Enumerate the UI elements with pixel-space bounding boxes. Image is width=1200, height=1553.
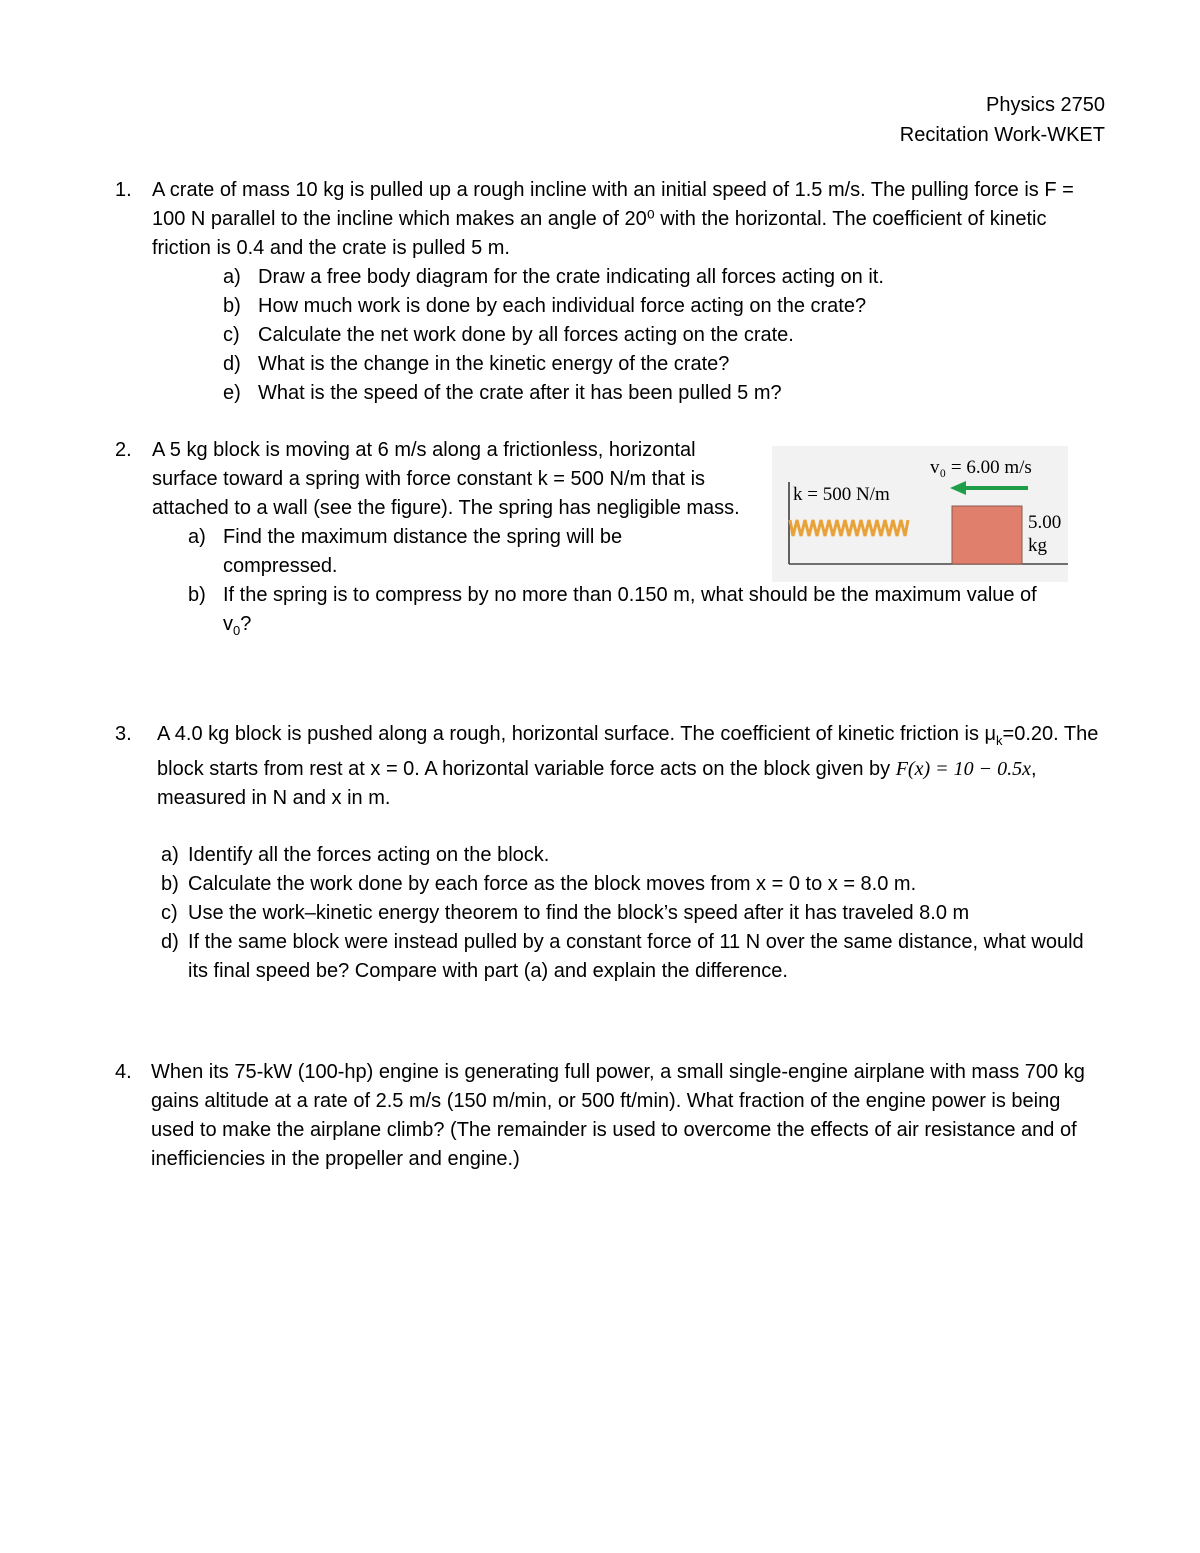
spring-block-diagram	[772, 446, 1068, 582]
force-formula: F(x) = 10 − 0.5x	[895, 758, 1031, 780]
question-number: 1.	[115, 179, 132, 201]
spring-icon	[790, 520, 908, 536]
mass-value-label: 5.00	[1028, 512, 1062, 533]
recitation-subtitle: Recitation Work-WKET	[899, 124, 1105, 146]
part-d	[223, 350, 1105, 379]
part-a	[161, 841, 1105, 870]
block-5kg	[952, 506, 1022, 564]
part-label: b)	[223, 295, 241, 317]
part-label: e)	[223, 382, 241, 404]
part-a	[223, 263, 1105, 292]
question-text: A crate of mass 10 kg is pulled up a rough incline with an initial speed of 1.5 m/s. The pulling force is F = 100 N parallel to the incline which makes an angle of 20⁰ with the horizontal. The coefficient of kinetic friction is 0.4 and the crate is pulled 5 m.	[152, 179, 1074, 259]
mass-unit-label: kg	[1028, 535, 1047, 556]
question-text: When its 75-kW (100-hp) engine is generating full power, a small single-engine airplane with mass 700 kg gains altitude at a rate of 2.5 m/s (150 m/min, or 500 ft/min). What fraction of the engine power is being used to make the airplane climb? (The remainder is used to overcome the effects of air resistance and of inefficiencies in the propeller and engine.)	[151, 1061, 1085, 1170]
part-label: c)	[161, 902, 178, 924]
part-label: c)	[223, 324, 240, 346]
part-c	[161, 899, 1105, 928]
spring-block-figure	[772, 446, 1068, 582]
mu-subscript: k	[996, 733, 1003, 748]
part-label: a)	[223, 266, 241, 288]
part-b	[188, 581, 1105, 645]
part-text-wrap	[223, 581, 1105, 645]
page-header	[900, 90, 1105, 150]
part-label: d)	[161, 931, 179, 953]
intro-part-2: =0.20. The block starts from rest at x = 0. A horizontal variable force acts on the block given by	[157, 723, 1099, 780]
spring-constant-label: k = 500 N/m	[793, 484, 890, 505]
question-number: 4.	[115, 1061, 132, 1083]
part-text: Use the work–kinetic energy theorem to find the block’s speed after it has traveled 8.0 m	[188, 902, 970, 924]
part-text: What is the speed of the crate after it has been pulled 5 m?	[258, 382, 782, 404]
mu-symbol: μ	[984, 723, 997, 745]
v0-symbol: v	[223, 613, 233, 635]
question-text: A 5 kg block is moving at 6 m/s along a frictionless, horizontal surface toward a spring with force constant k = 500 N/m that is attached to a wall (see the figure). The spring has negligible mass.	[152, 439, 740, 519]
part-label: a)	[161, 844, 179, 866]
question-number: 2.	[115, 439, 132, 461]
question-1	[115, 176, 1105, 408]
question-4	[115, 1058, 1105, 1174]
v0-subscript: 0	[233, 623, 241, 638]
part-text: Calculate the work done by each force as the block moves from x = 0 to x = 8.0 m.	[188, 873, 917, 895]
part-label: a)	[188, 526, 206, 548]
question-parts	[223, 263, 1105, 408]
part-label: b)	[188, 584, 206, 606]
velocity-arrow-head	[950, 481, 966, 495]
part-text: Find the maximum distance the spring will be compressed.	[223, 526, 623, 577]
part-text: Calculate the net work done by all forces acting on the crate.	[258, 324, 794, 346]
question-parts	[161, 841, 1105, 986]
part-text: Draw a free body diagram for the crate indicating all forces acting on it.	[258, 266, 884, 288]
part-text: If the same block were instead pulled by a constant force of 11 N over the same distance, what would its final speed be? Compare with part (a) and explain the difference.	[188, 931, 1084, 982]
part-text: Identify all the forces acting on the block.	[188, 844, 550, 866]
part-d	[161, 928, 1105, 986]
intro-part-1: A 4.0 kg block is pushed along a rough, horizontal surface. The coefficient of kinetic friction is	[157, 723, 979, 745]
question-text	[157, 720, 1105, 813]
question-3	[115, 720, 1105, 986]
velocity-label: v₀ = 6.00 m/s	[930, 457, 1032, 478]
part-text: What is the change in the kinetic energy of the crate?	[258, 353, 730, 375]
part-text: If the spring is to compress by no more than 0.150 m, what should be the maximum value of	[223, 584, 1037, 606]
part-label: b)	[161, 873, 179, 895]
part-c	[223, 321, 1105, 350]
part-text: How much work is done by each individual force acting on the crate?	[258, 295, 867, 317]
part-e	[223, 379, 1105, 408]
course-title: Physics 2750	[986, 94, 1105, 116]
part-b	[223, 292, 1105, 321]
part-label: d)	[223, 353, 241, 375]
question-number: 3.	[115, 723, 132, 745]
part-b	[161, 870, 1105, 899]
v0-question-mark: ?	[240, 613, 252, 635]
intro-part-3: , measured in N and x in m.	[157, 758, 1037, 809]
